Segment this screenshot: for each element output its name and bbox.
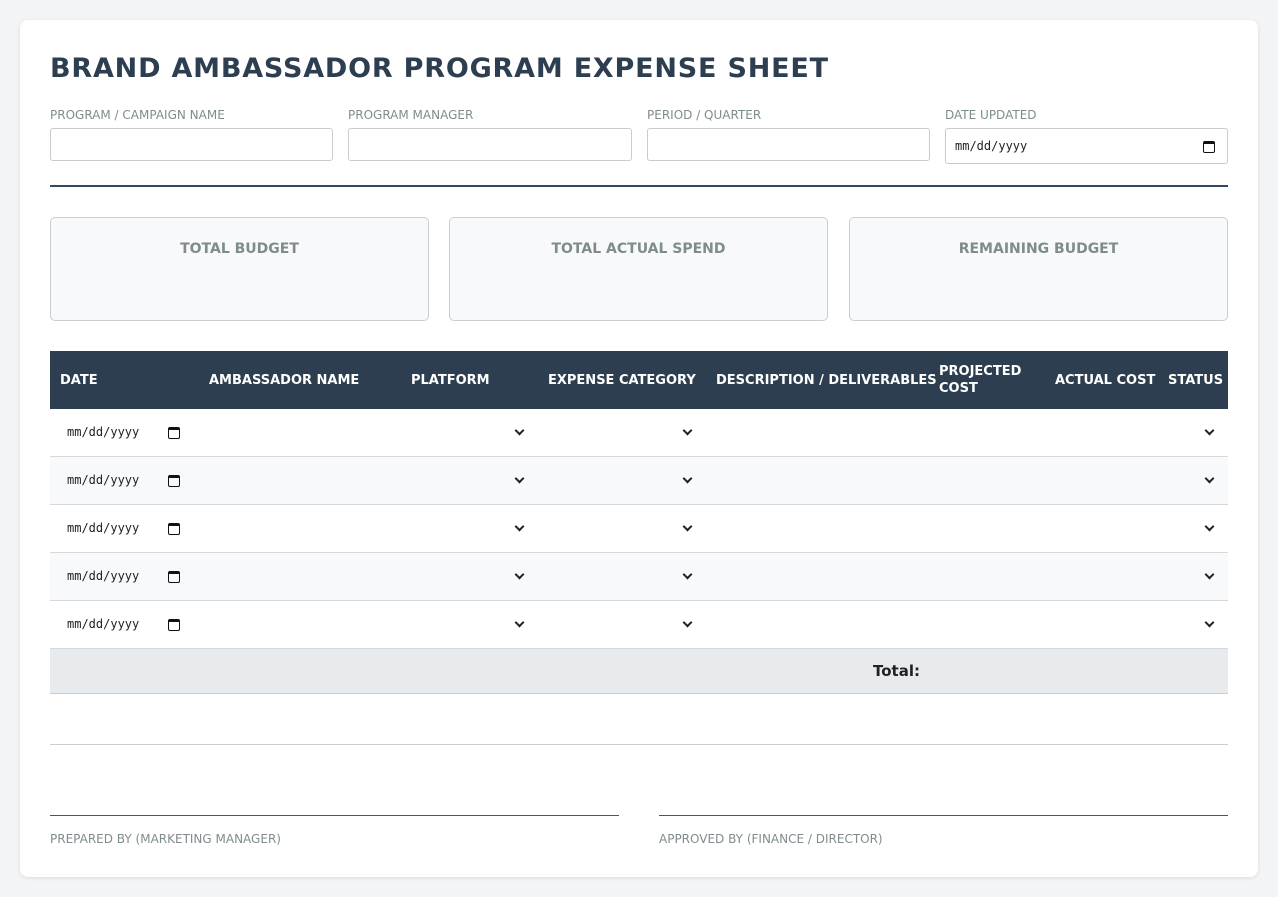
total-budget-label: TOTAL BUDGET [180,241,299,257]
date-updated-input[interactable] [945,128,1228,164]
category-chevron-down-icon[interactable] [683,618,693,628]
expense-sheet-card [20,20,1258,877]
calendar-icon[interactable] [168,571,180,583]
total-row [50,649,1228,694]
platform-chevron-down-icon[interactable] [515,474,525,484]
table-header-row [50,351,1228,409]
program-name-label: PROGRAM / CAMPAIGN NAME [50,108,225,122]
date-updated-field [945,108,1228,164]
header-projected-cost-line2: COST [939,381,978,396]
row-date-input[interactable]: mm/dd/yyyy [67,425,140,439]
total-label: Total: [873,662,920,680]
status-chevron-down-icon[interactable] [1205,618,1215,628]
program-manager-input[interactable] [348,128,632,161]
header-description: DESCRIPTION / DELIVERABLES [716,372,937,388]
prepared-by-signature-line [50,815,619,816]
header-projected-cost-line1: PROJECTED [939,364,1022,379]
calendar-icon[interactable] [168,619,180,631]
total-actual-spend-label: TOTAL ACTUAL SPEND [551,241,726,257]
calendar-icon[interactable] [168,475,180,487]
table-row [50,601,1228,649]
prepared-by-label: PREPARED BY (MARKETING MANAGER) [50,832,281,846]
status-chevron-down-icon[interactable] [1205,426,1215,436]
row-date-input[interactable]: mm/dd/yyyy [67,617,140,631]
status-chevron-down-icon[interactable] [1205,570,1215,580]
platform-chevron-down-icon[interactable] [515,522,525,532]
header-platform: PLATFORM [411,372,490,388]
date-updated-label: DATE UPDATED [945,108,1037,122]
total-actual-spend-box [449,217,828,321]
remaining-budget-label: REMAINING BUDGET [958,241,1119,257]
category-chevron-down-icon[interactable] [683,426,693,436]
table-row [50,505,1228,553]
category-chevron-down-icon[interactable] [683,474,693,484]
table-row [50,457,1228,505]
header-ambassador-name: AMBASSADOR NAME [209,372,360,388]
program-name-input[interactable] [50,128,333,161]
total-budget-box [50,217,429,321]
approved-by-label: APPROVED BY (FINANCE / DIRECTOR) [659,832,883,846]
notes-divider [50,744,1228,745]
header-status: STATUS [1168,372,1224,388]
table-row [50,553,1228,601]
program-manager-field [348,108,632,161]
program-name-field [50,108,333,161]
category-chevron-down-icon[interactable] [683,570,693,580]
status-chevron-down-icon[interactable] [1205,474,1215,484]
header-actual-cost: ACTUAL COST [1055,372,1156,388]
page-title: BRAND AMBASSADOR PROGRAM EXPENSE SHEET [50,53,829,84]
platform-chevron-down-icon[interactable] [515,618,525,628]
header-date: DATE [60,372,98,388]
program-manager-label: PROGRAM MANAGER [348,108,474,122]
table-row [50,409,1228,457]
header-projected-cost [939,351,1021,409]
period-field [647,108,930,161]
period-input[interactable] [647,128,930,161]
remaining-budget-box [849,217,1228,321]
calendar-icon[interactable] [168,427,180,439]
expense-table [50,351,1228,694]
period-label: PERIOD / QUARTER [647,108,762,122]
date-updated-placeholder: mm/dd/yyyy [955,139,1028,153]
category-chevron-down-icon[interactable] [683,522,693,532]
header-divider [50,185,1228,187]
platform-chevron-down-icon[interactable] [515,426,525,436]
row-date-input[interactable]: mm/dd/yyyy [67,569,140,583]
calendar-icon[interactable] [1203,141,1215,153]
status-chevron-down-icon[interactable] [1205,522,1215,532]
calendar-icon[interactable] [168,523,180,535]
approved-by-signature-line [659,815,1228,816]
row-date-input[interactable]: mm/dd/yyyy [67,521,140,535]
platform-chevron-down-icon[interactable] [515,570,525,580]
row-date-input[interactable]: mm/dd/yyyy [67,473,140,487]
header-expense-category: EXPENSE CATEGORY [548,372,696,388]
